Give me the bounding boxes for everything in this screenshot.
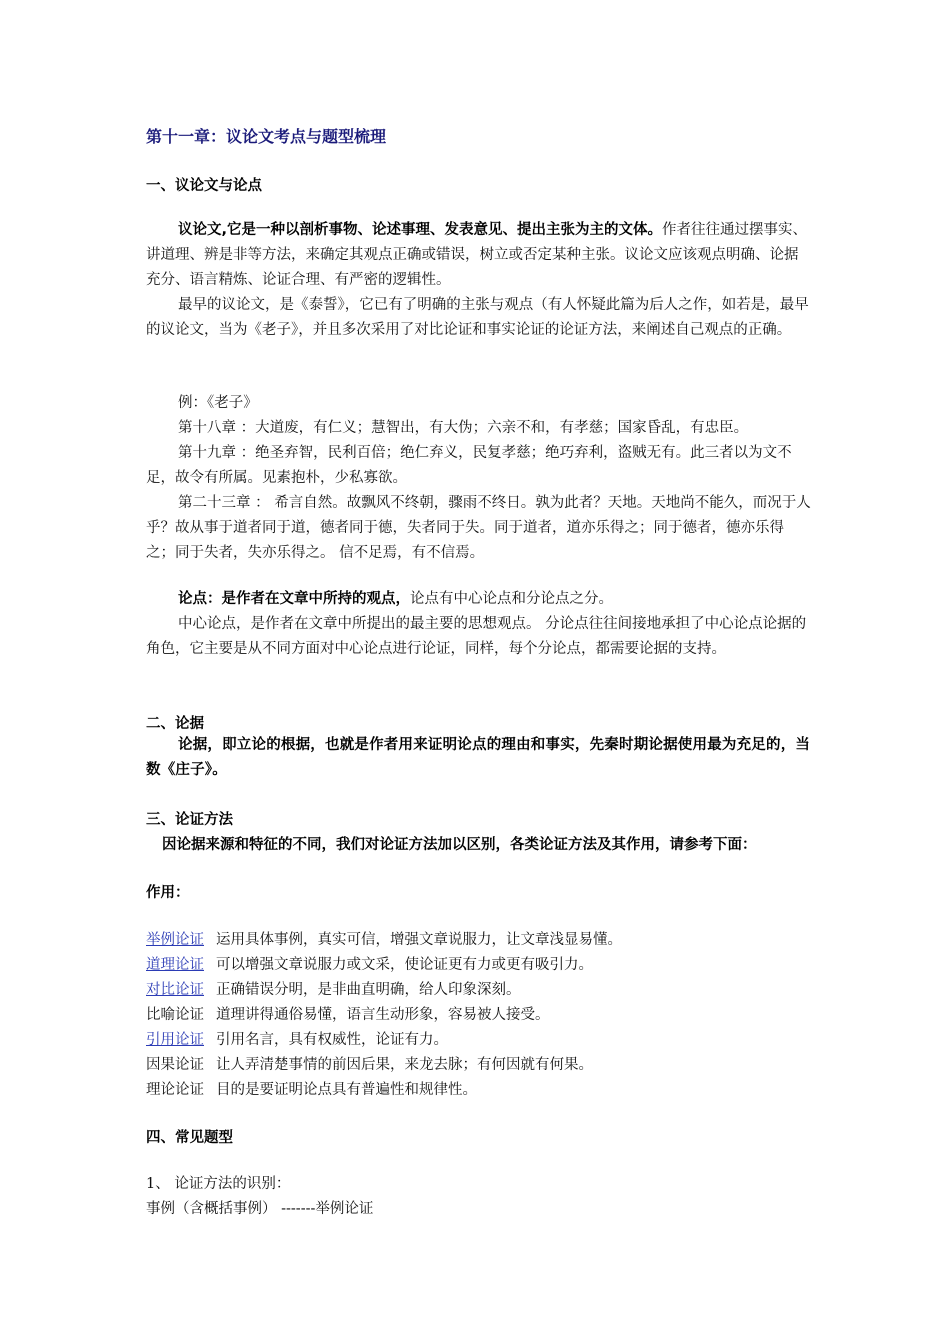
- thesis-bold: 论点：是作者在文章中所持的观点，: [178, 591, 410, 607]
- method-desc: 运用具体事例，真实可信，增强文章说服力，让文章浅显易懂。: [216, 932, 622, 948]
- thesis-paragraph: [146, 587, 812, 612]
- method-row-contrast: [146, 978, 521, 999]
- method-desc: 目的是要证明论点具有普遍性和规律性。: [216, 1082, 477, 1098]
- laozi-chapter-23: 第二十三章 ： 希言自然。故飘风不终朝，骤雨不终日。孰为此者？天地。天地尚不能久，而况于人乎？故从事于道者同于道，德者同于德，失者同于失。同于道者，道亦乐得之；同于德者，德亦乐得之；同于失者，失亦乐得之。 信不足焉，有不信焉。: [146, 495, 811, 561]
- method-desc: 正确错误分明，是非曲直明确，给人印象深刻。: [216, 982, 521, 998]
- method-row-theory: [146, 1078, 477, 1099]
- laozi-chapter-19: 第十九章 ：绝圣弃智，民利百倍；绝仁弃义，民复孝慈；绝巧弃利，盗贼无有。此三者以为文不足，故令有所属。见素抱朴，少私寡欲。: [146, 445, 792, 486]
- method-desc: 可以增强文章说服力或文采，使论证更有力或更有吸引力。: [216, 957, 593, 973]
- method-link-example[interactable]: 举例论证: [146, 932, 204, 948]
- example-label: 例：《老子》: [178, 395, 258, 411]
- chapter-title: 第十一章：议论文考点与题型梳理: [146, 127, 387, 146]
- effect-label: 作用：: [146, 885, 190, 901]
- methods-intro: 因论据来源和特征的不同，我们对论证方法加以区别，各类论证方法及其作用，请参考下面：: [162, 837, 757, 853]
- method-desc: 让人弄清楚事情的前因后果，来龙去脉；有何因就有何果。: [216, 1057, 593, 1073]
- method-row-quotation: [146, 1028, 448, 1049]
- method-name-metaphor: 比喻论证: [146, 1007, 204, 1023]
- section-heading-methods: 三、论证方法: [146, 812, 233, 828]
- question-type-item-1: 1、 论证方法的识别：: [146, 1176, 291, 1192]
- method-name-causal: 因果论证: [146, 1057, 204, 1073]
- definition-paragraph: [146, 218, 812, 293]
- section-heading-evidence: 二、论据: [146, 716, 204, 732]
- method-row-causal: [146, 1053, 593, 1074]
- method-row-reasoning: [146, 953, 593, 974]
- method-desc: 道理讲得通俗易懂，语言生动形象，容易被人接受。: [216, 1007, 550, 1023]
- central-thesis-paragraph: 中心论点，是作者在文章中所提出的最主要的思想观点。 分论点往往间接地承担了中心论点论据的角色，它主要是从不同方面对中心论点进行论证，同样，每个分论点，都需要论据的支持。: [146, 616, 807, 657]
- laozi-example-block: [146, 391, 812, 566]
- method-row-metaphor: [146, 1003, 550, 1024]
- definition-paragraph-block: [146, 218, 812, 343]
- evidence-block: [146, 733, 812, 783]
- section-heading-question-types: 四、常见题型: [146, 1130, 233, 1146]
- method-desc: 引用名言，具有权威性，论证有力。: [216, 1032, 448, 1048]
- method-row-example: [146, 928, 622, 949]
- laozi-chapter-18: 第十八章 ：大道废，有仁义；慧智出，有大伪；六亲不和，有孝慈；国家昏乱，有忠臣。: [178, 420, 749, 436]
- question-type-item-1-detail: 事例（含概括事例） -------举例论证: [146, 1201, 374, 1217]
- thesis-rest: 论点有中心论点和分论点之分。: [410, 591, 613, 607]
- method-link-contrast[interactable]: 对比论证: [146, 982, 204, 998]
- evidence-paragraph: 论据，即立论的根据，也就是作者用来证明论点的理由和事实，先秦时期论据使用最为充足的，当数《庄子》。: [146, 737, 811, 778]
- thesis-block: [146, 587, 812, 662]
- method-name-theory: 理论论证: [146, 1082, 204, 1098]
- definition-rest: 作者往往通过摆事实、讲道理、辨是非等方法，来确定其观点正确或错误，树立或否定某种主张。议论文应该观点明确、论据充分、语言精炼、论证合理、有严密的逻辑性。: [146, 222, 808, 288]
- earliest-paragraph: 最早的议论文，是《泰誓》，它已有了明确的主张与观点（有人怀疑此篇为后人之作，如若是，最早的议论文，当为《老子》，并且多次采用了对比论证和事实论证的论证方法，来阐述自己观点的正确。: [146, 297, 809, 338]
- method-link-quotation[interactable]: 引用论证: [146, 1032, 204, 1048]
- section-heading-thesis: 一、议论文与论点: [146, 178, 262, 194]
- definition-bold: 议论文,它是一种以剖析事物、论述事理、发表意见、提出主张为主的文体。: [178, 222, 663, 238]
- method-link-reasoning[interactable]: 道理论证: [146, 957, 204, 973]
